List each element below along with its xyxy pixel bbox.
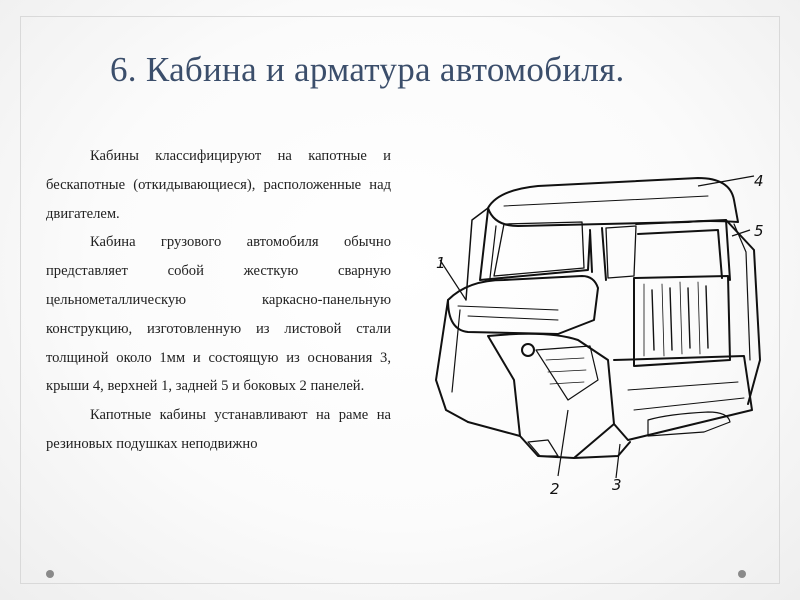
callout-2: 2 [550, 480, 560, 498]
callout-3: 3 [612, 476, 622, 494]
paragraph-2: Кабина грузового автомобиля обычно представляет собой жесткую сварную цельнометаллическую каркасно-панельную конструкцию, изготовленную из листовой стали толщиной около 1мм и состоящую из основания 3, крыши 4, верхней 1, задней 5 и боковых 2 панелей. [46, 234, 391, 395]
paragraph-3: Капотные кабины устанавливают на раме на резиновых подушках неподвижно [46, 407, 391, 452]
paragraph-1: Кабины классифицируют на капотные и бескапотные (откидывающиеся), расположенные над двигателем. [46, 148, 391, 222]
corner-dot-left [46, 570, 54, 578]
callout-1: 1 [436, 254, 446, 272]
callout-4: 4 [754, 172, 764, 190]
truck-cab-drawing [408, 160, 778, 500]
callout-5: 5 [754, 222, 764, 240]
truck-cab-icon [408, 160, 778, 500]
corner-dot-right [738, 570, 746, 578]
slide-title: 6. Кабина и арматура автомобиля. [110, 50, 625, 89]
body-text [46, 142, 391, 459]
